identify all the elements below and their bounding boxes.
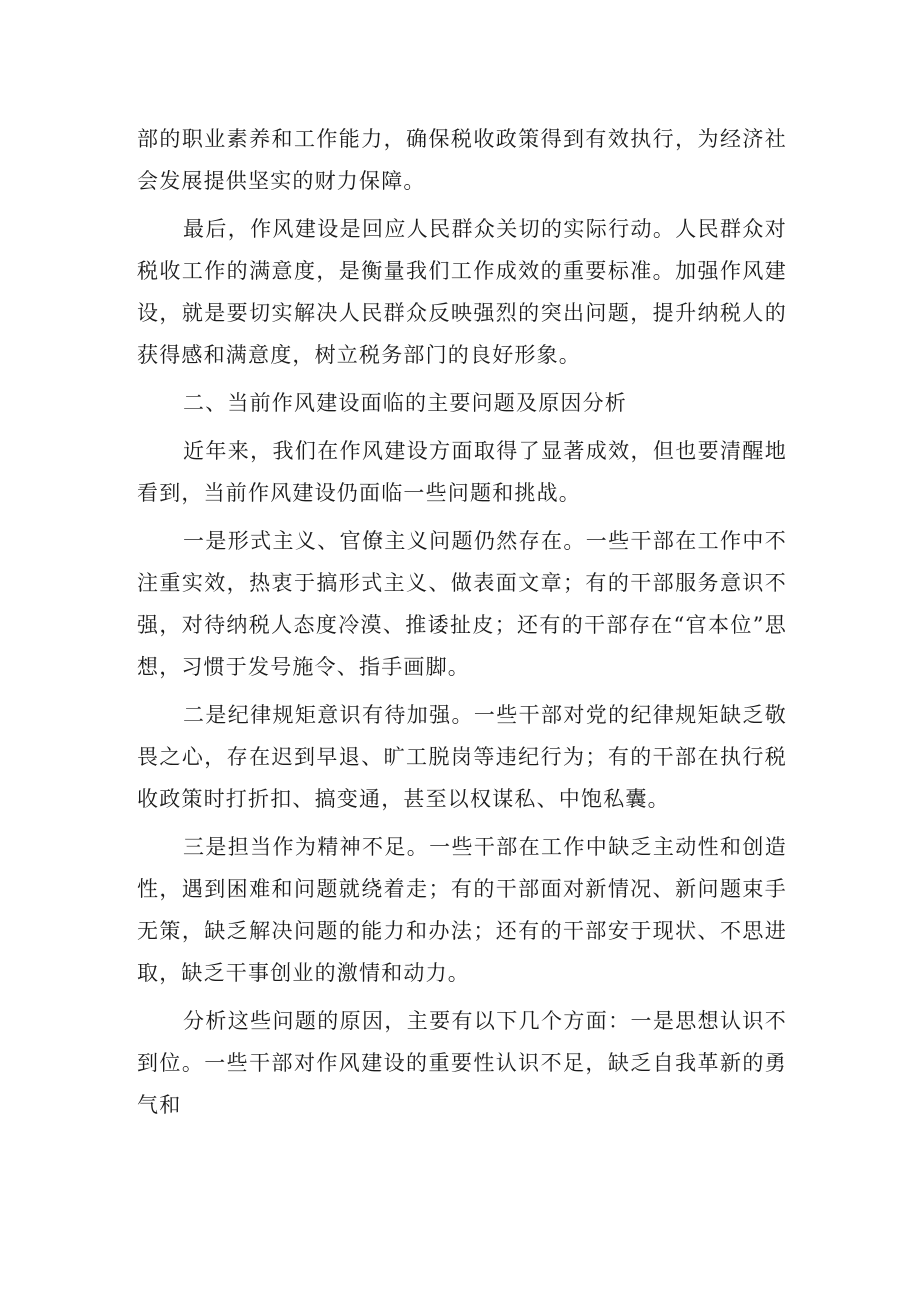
paragraph-issue-2: 二是纪律规矩意识有待加强。一些干部对党的纪律规矩缺乏敬畏之心，存在迟到早退、旷工脱岗等违纪行为；有的干部在执行税收政策时打折扣、搞变通，甚至以权谋私、中饱私囊。 xyxy=(137,703,787,811)
paragraph-analysis: 分析这些问题的原因，主要有以下几个方面：一是思想认识不到位。一些干部对作风建设的重要性认识不足，缺乏自我革新的勇气和 xyxy=(137,1009,787,1117)
paragraph-issue-3: 三是担当作为精神不足。一些干部在工作中缺乏主动性和创造性，遇到困难和问题就绕着走；有的干部面对新情况、新问题束手无策，缺乏解决问题的能力和办法；还有的干部安于现状、不思进取，缺乏干事创业的激情和动力。 xyxy=(137,835,787,985)
paragraph-intro: 近年来，我们在作风建设方面取得了显著成效，但也要清醒地看到，当前作风建设仍面临一些问题和挑战。 xyxy=(137,439,787,505)
paragraph-continuation: 部的职业素养和工作能力，确保税收政策得到有效执行，为经济社会发展提供坚实的财力保障。 xyxy=(137,127,787,193)
paragraph-finally: 最后，作风建设是回应人民群众关切的实际行动。人民群众对税收工作的满意度，是衡量我们工作成效的重要标准。加强作风建设，就是要切实解决人民群众反映强烈的突出问题，提升纳税人的获得感和满意度，树立税务部门的良好形象。 xyxy=(137,217,787,367)
section-heading: 二、当前作风建设面临的主要问题及原因分析 xyxy=(183,391,627,415)
document-body xyxy=(137,118,787,1132)
paragraph-issue-1: 一是形式主义、官僚主义问题仍然存在。一些干部在工作中不注重实效，热衷于搞形式主义、做表面文章；有的干部服务意识不强，对待纳税人态度冷漠、推诿扯皮；还有的干部存在“官本位”思想，习惯于发号施令、指手画脚。 xyxy=(137,529,787,679)
